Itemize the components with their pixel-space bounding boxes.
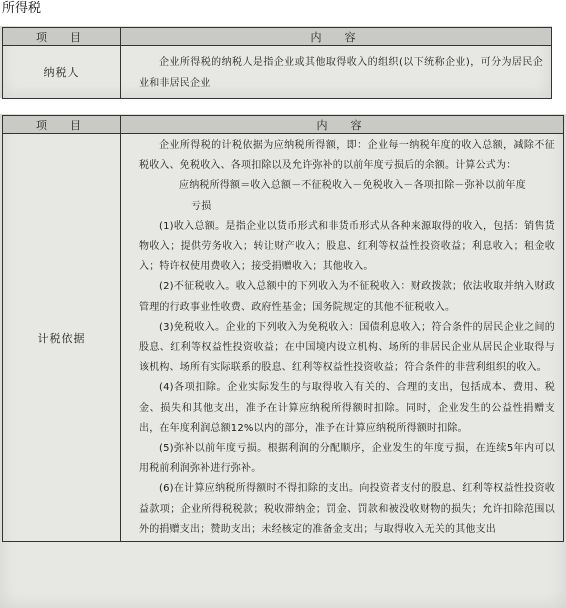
header-item: 项 目: [3, 116, 121, 134]
header-item: 项 目: [3, 28, 121, 46]
table-header-row: [3, 28, 552, 46]
paragraph-tax-exempt-income: (3)免税收入。企业的下列收入为免税收入：国债利息收入；符合条件的居民企业之间的股息、红利等权益性投资收益；在中国境内设立机构、场所的非居民企业从居民企业取得与该机构、场所有实际联系的股息、红利等权益性投资收益；符合条件的非营利组织的收入。: [139, 321, 555, 374]
row-label-taxpayer: 纳税人: [3, 46, 121, 99]
row-content-taxpayer: [121, 46, 552, 99]
paragraph-total-income: (1)收入总额。是指企业以货币形式和非货币形式从各种来源取得的收入，包括：销售货物收入；提供劳务收入；转让财产收入；股息、红利等权益性投资收益；利息收入；租金收入；特许权使用费收入；接受捐赠收入；其他收入。: [139, 220, 555, 273]
paragraph-non-deductible: (6)在计算应纳税所得额时不得扣除的支出。向投资者支付的股息、红利等权益性投资收益款项；企业所得税税款；税收滞纳金；罚金、罚款和被没收财物的损失；允许扣除范围以外的捐赠支出；赞助支出；未经核定的准备金支出；与取得收入无关的其他支出: [139, 483, 555, 535]
tax-basis-table: [2, 115, 564, 542]
table-header-row: [3, 116, 564, 134]
paragraph-loss-carryforward: (5)弥补以前年度亏损。根据利润的分配顺序，企业发生的年度亏损，在连续5年内可以用税前利润弥补进行弥补。: [139, 443, 555, 475]
formula-continuation: 亏损: [191, 200, 212, 212]
row-content-tax-basis: [121, 134, 564, 542]
taxpayer-table: [2, 27, 552, 99]
paragraph-deductions: (4)各项扣除。企业实际发生的与取得收入有关的、合理的支出，包括成本、费用、税金、损失和其他支出，准予在计算应纳税所得额时扣除。同时，企业发生的公益性捐赠支出，在年度利润总额12%以内的部分，准予在计算应纳税所得额时扣除。: [139, 382, 555, 434]
paragraph-non-taxable-income: (2)不征税收入。收入总额中的下列收入为不征税收入：财政拨款；依法收取并纳入财政管理的行政事业性收费、政府性基金；国务院规定的其他不征税收入。: [139, 281, 555, 313]
paragraph-intro: 企业所得税的计税依据为应纳税所得额，即：企业每一纳税年度的收入总额，减除不征税收入、免税收入、各项扣除以及允许弥补的以前年度亏损后的余额。计算公式为：: [139, 140, 555, 172]
table-row: [3, 46, 552, 99]
header-content: 内 容: [121, 28, 552, 46]
header-content: 内 容: [121, 116, 564, 134]
formula-line: 应纳税所得额＝收入总额－不征税收入－免税收入－各项扣除－弥补以前年度: [179, 180, 526, 192]
page-title: 所得税: [2, 1, 42, 16]
table-row: [3, 134, 564, 542]
row-label-tax-basis: 计税依据: [3, 134, 121, 542]
taxpayer-text: 企业所得税的纳税人是指企业或其他取得收入的组织(以下统称企业)，可分为居民企业和非居民企业: [139, 57, 543, 89]
